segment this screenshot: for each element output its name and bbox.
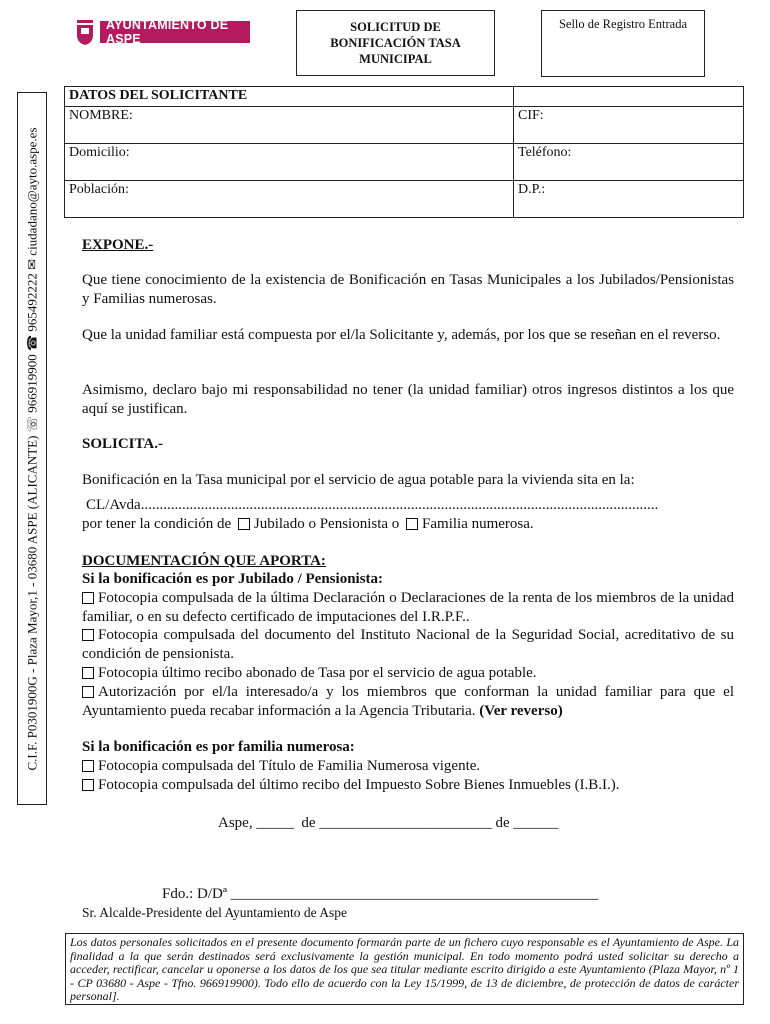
applicant-heading-blank bbox=[514, 87, 744, 107]
address-line[interactable]: CL/Avda.......................................................................................................................................... bbox=[86, 497, 659, 513]
dp-field[interactable]: D.P.: bbox=[514, 181, 744, 218]
doc-checkbox[interactable] bbox=[82, 629, 94, 641]
doc-checkbox[interactable] bbox=[82, 667, 94, 679]
stamp-label: Sello de Registro Entrada bbox=[558, 17, 688, 31]
signature-line[interactable]: Fdo.: D/Dª _________________________________________________ bbox=[162, 886, 599, 902]
condition-prefix: por tener la condición de bbox=[82, 516, 232, 532]
ver-reverso-text: (Ver reverso) bbox=[479, 703, 563, 719]
nombre-field[interactable]: NOMBRE: bbox=[65, 107, 514, 144]
telefono-field[interactable]: Teléfono: bbox=[514, 144, 744, 181]
doc-item bbox=[82, 664, 734, 683]
form-title bbox=[296, 10, 495, 76]
doc-item bbox=[82, 626, 734, 664]
doc-item-text: Fotocopia compulsada del Título de Familia Numerosa vigente. bbox=[98, 758, 481, 774]
doc-item-text: Autorización por el/la interesado/a y los miembros que conforman la unidad familiar para que el Ayuntamiento pueda recabar información a la Agencia Tributaria. bbox=[82, 684, 734, 719]
solicita-heading: SOLICITA.- bbox=[82, 436, 163, 452]
expone-paragraph: Que tiene conocimiento de la existencia de Bonificación en Tasas Municipales a los Jubilados/Pensionistas y Familias numerosas. bbox=[82, 272, 734, 307]
doc-item-text: Fotocopia compulsada del documento del Instituto Nacional de la Seguridad Social, acreditativo de su condición de pensionista. bbox=[82, 627, 734, 662]
familia-subheading: Si la bonificación es por familia numerosa: bbox=[82, 739, 355, 755]
doc-item-text: Fotocopia compulsada de la última Declaración o Declaraciones de la renta de los miembros de la unidad familiar, o en su defecto certificado de imputaciones del I.R.P.F.. bbox=[82, 590, 734, 625]
doc-item bbox=[82, 757, 734, 776]
form-title-line: BONIFICACIÓN TASA bbox=[330, 36, 461, 50]
jubilado-subheading: Si la bonificación es por Jubilado / Pensionista: bbox=[82, 571, 384, 587]
poblacion-field[interactable]: Población: bbox=[65, 181, 514, 218]
side-contact-strip bbox=[17, 92, 47, 805]
date-line[interactable]: Aspe, _____ de _______________________ de ______ bbox=[218, 815, 559, 831]
side-contact-text: C.I.F. P0301900G - Plaza Mayor,1 - 03680 ASPE (ALICANTE) ☏ 966919900 ☎ 965492222 ✉ ciudadano@ayto.aspe.es bbox=[24, 126, 40, 771]
doc-item bbox=[82, 589, 734, 627]
expone-paragraph: Asimismo, declaro bajo mi responsabilidad no tener (la unidad familiar) otros ingresos distintos a los que aquí se justifican. bbox=[82, 382, 734, 417]
doc-item-text: Fotocopia último recibo abonado de Tasa por el servicio de agua potable. bbox=[98, 665, 537, 681]
familia-numerosa-checkbox[interactable] bbox=[406, 518, 418, 530]
logo-text: AYUNTAMIENTO DE ASPE bbox=[100, 21, 250, 43]
condition-line bbox=[82, 515, 734, 534]
addressee: Sr. Alcalde-Presidente del Ayuntamiento de Aspe bbox=[82, 905, 347, 920]
doc-checkbox[interactable] bbox=[82, 779, 94, 791]
doc-checkbox[interactable] bbox=[82, 760, 94, 772]
doc-checkbox[interactable] bbox=[82, 686, 94, 698]
jubilado-checkbox[interactable] bbox=[238, 518, 250, 530]
form-title-line: MUNICIPAL bbox=[359, 52, 432, 66]
doc-item bbox=[82, 683, 734, 721]
doc-item-text: Fotocopia compulsada del último recibo del Impuesto Sobre Bienes Inmuebles (I.B.I.). bbox=[98, 777, 620, 793]
coat-of-arms-icon bbox=[74, 18, 96, 46]
solicita-paragraph: Bonificación en la Tasa municipal por el servicio de agua potable para la vivienda sita en la: bbox=[82, 472, 635, 488]
applicant-heading: DATOS DEL SOLICITANTE bbox=[65, 87, 514, 107]
applicant-table bbox=[64, 86, 744, 218]
familia-numerosa-label: Familia numerosa. bbox=[422, 516, 534, 532]
registry-stamp-box bbox=[541, 10, 705, 77]
expone-paragraph: Que la unidad familiar está compuesta por el/la Solicitante y, además, por los que se reseñan en el reverso. bbox=[82, 327, 721, 343]
logo bbox=[74, 18, 250, 46]
jubilado-label: Jubilado o Pensionista o bbox=[253, 516, 400, 532]
documentacion-heading: DOCUMENTACIÓN QUE APORTA: bbox=[82, 553, 326, 569]
doc-checkbox[interactable] bbox=[82, 592, 94, 604]
domicilio-field[interactable]: Domicilio: bbox=[65, 144, 514, 181]
cif-field[interactable]: CIF: bbox=[514, 107, 744, 144]
expone-heading: EXPONE.- bbox=[82, 237, 154, 253]
privacy-notice: Los datos personales solicitados en el presente documento formarán parte de un fichero cuyo responsable es el Ayuntamiento de Aspe. La finalidad a la que serán destinados será exclusivamente la gestión municipal. En todo momento podrá usted solicitar su derecho a acceder, rectificar, cancelar u oponerse a los datos de los que sea titular mediante escrito dirigido a este Ayuntamiento (Plaza Mayor, nº 1 - CP 03680 - Aspe - Tfno. 966919900). Todo ello de acuerdo con la Ley 15/1999, de 13 de diciembre, de protección de datos de carácter personal]. bbox=[65, 933, 744, 1005]
doc-item bbox=[82, 776, 734, 795]
form-title-line: SOLICITUD DE bbox=[350, 20, 441, 34]
